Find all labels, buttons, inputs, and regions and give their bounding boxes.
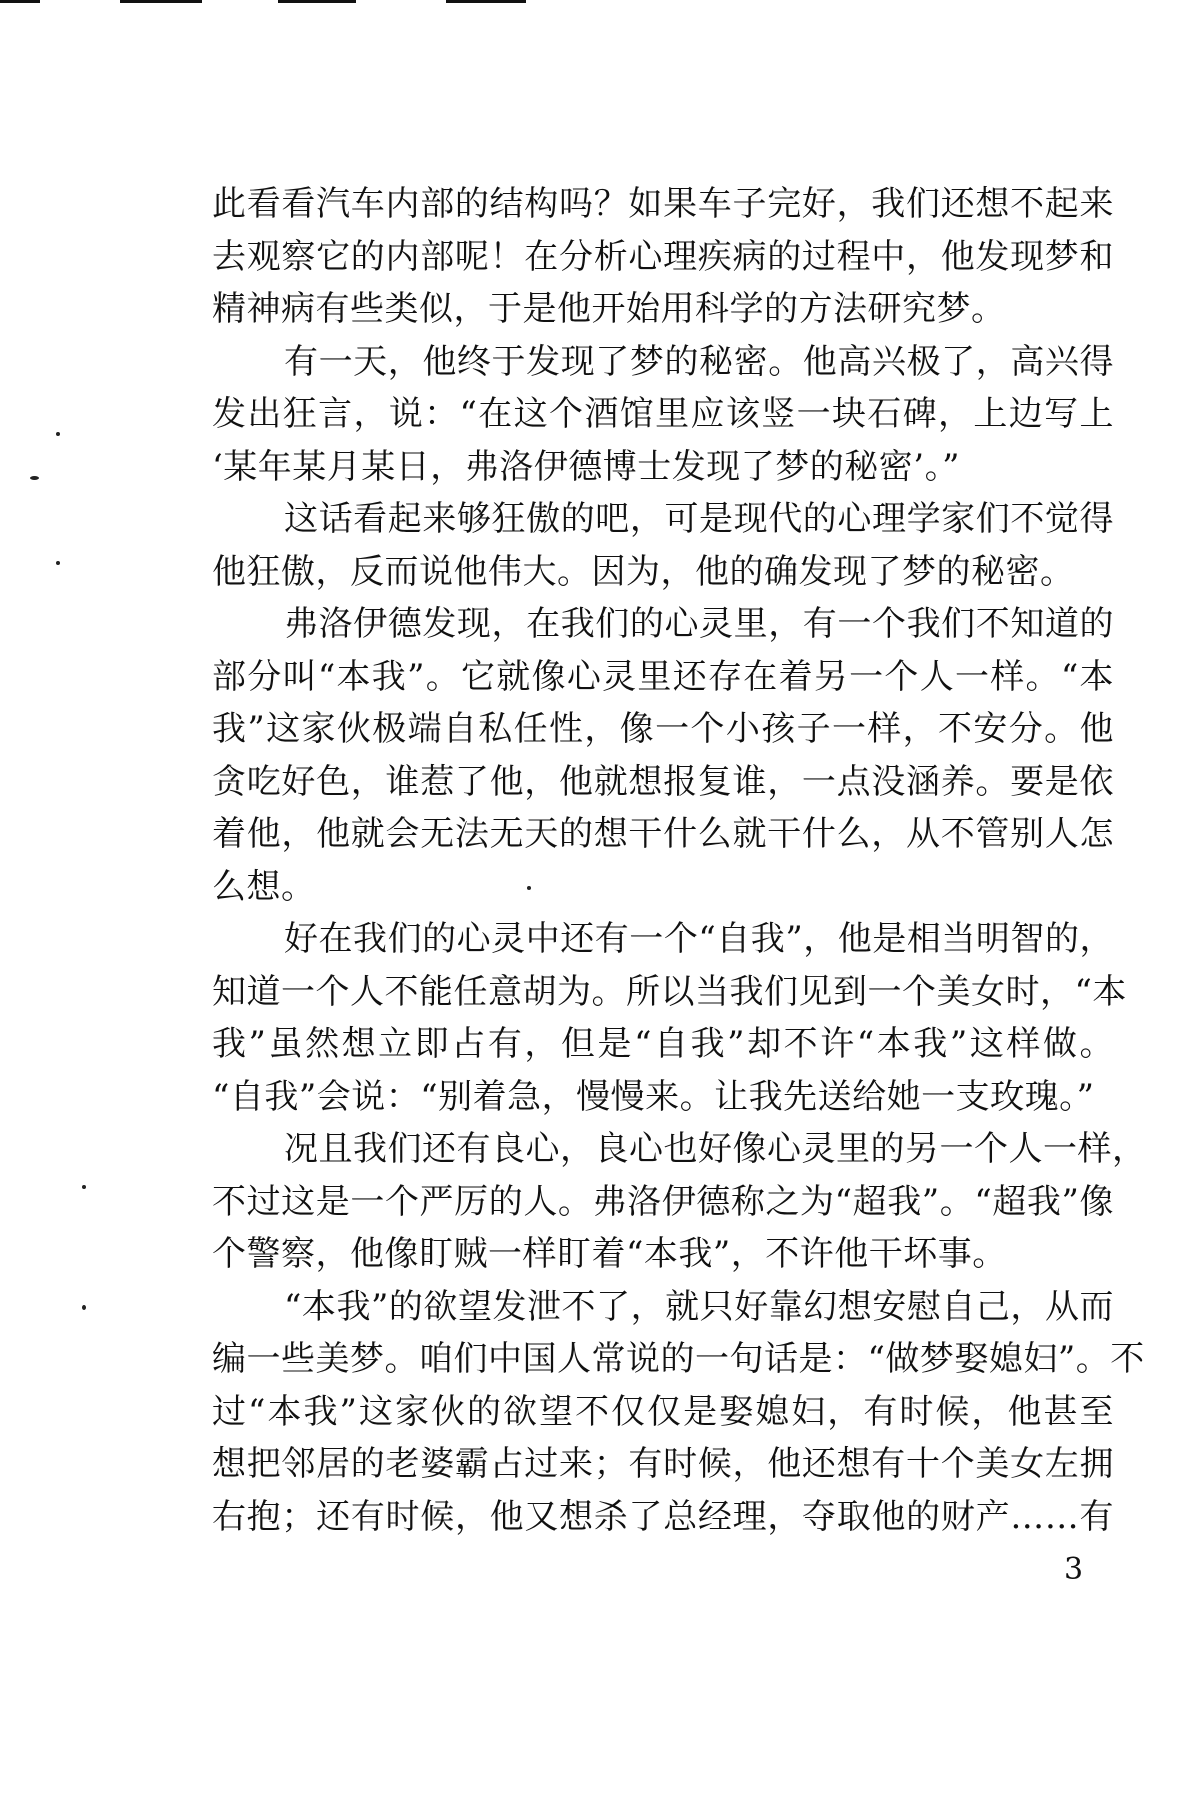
text-line: 我”这家伙极端自私任性，像一个小孩子一样，不安分。他	[212, 709, 1114, 749]
text-line: 有一天，他终于发现了梦的秘密。他高兴极了，高兴得	[284, 341, 1114, 382]
text-line: 况且我们还有良心，良心也好像心灵里的另一个人一样，	[284, 1129, 1147, 1169]
page-number: 3	[1064, 1552, 1084, 1587]
text-line: 个警察，他像盯贼一样盯着“本我”，不许他干坏事。	[212, 1234, 1007, 1274]
text-line: 发出狂言，说：“在这个酒馆里应该竖一块石碑，上边写上	[212, 394, 1114, 434]
scan-speck	[56, 432, 60, 436]
text-line: “自我”会说：“别着急，慢慢来。让我先送给她一支玫瑰。”	[212, 1076, 1095, 1117]
text-line: ‘某年某月某日，弗洛伊德博士发现了梦的秘密’。”	[212, 446, 960, 487]
text-line: 去观察它的内部呢！在分析心理疾病的过程中，他发现梦和	[212, 236, 1114, 277]
top-rule	[446, 0, 526, 3]
scan-speck	[56, 561, 60, 565]
top-rule	[0, 0, 40, 3]
text-line: 此看看汽车内部的结构吗？如果车子完好，我们还想不起来	[212, 184, 1114, 224]
text-line: 精神病有些类似，于是他开始用科学的方法研究梦。	[212, 289, 1006, 329]
scan-speck	[82, 1185, 86, 1189]
text-line: 这话看起来够狂傲的吧，可是现代的心理学家们不觉得	[284, 499, 1114, 539]
text-line: “本我”的欲望发泄不了，就只好靠幻想安慰自己，从而	[284, 1286, 1114, 1327]
text-line: 他狂傲，反而说他伟大。因为，他的确发现了梦的秘密。	[212, 551, 1075, 592]
text-line: 弗洛伊德发现，在我们的心灵里，有一个我们不知道的	[284, 604, 1114, 644]
top-rule	[120, 0, 202, 3]
text-line: 右抱；还有时候，他又想杀了总经理，夺取他的财产……有	[212, 1496, 1114, 1537]
text-line: 贪吃好色，谁惹了他，他就想报复谁，一点没涵养。要是依	[212, 761, 1114, 802]
text-line: 着他，他就会无法无天的想干什么就干什么，从不管别人怎	[212, 814, 1114, 854]
scan-speck	[30, 476, 39, 480]
text-line: 知道一个人不能任意胡为。所以当我们见到一个美女时，“本	[212, 971, 1127, 1012]
body-text	[212, 178, 1147, 1543]
text-line: 不过这是一个严厉的人。弗洛伊德称之为“超我”。“超我”像	[212, 1181, 1114, 1222]
scan-speck	[82, 1305, 86, 1310]
text-line: 想把邻居的老婆霸占过来；有时候，他还想有十个美女左拥	[212, 1444, 1114, 1484]
text-line: 过“本我”这家伙的欲望不仅仅是娶媳妇，有时候，他甚至	[212, 1391, 1114, 1432]
text-line: 么想。	[212, 866, 316, 907]
text-line: 部分叫“本我”。它就像心灵里还存在着另一个人一样。“本	[212, 656, 1114, 697]
text-line: 好在我们的心灵中还有一个“自我”，他是相当明智的，	[284, 919, 1114, 959]
top-rule	[278, 0, 356, 3]
text-line: 编一些美梦。咱们中国人常说的一句话是：“做梦娶媳妇”。不	[212, 1339, 1145, 1379]
text-line: 我”虽然想立即占有，但是“自我”却不许“本我”这样做。	[212, 1024, 1114, 1064]
